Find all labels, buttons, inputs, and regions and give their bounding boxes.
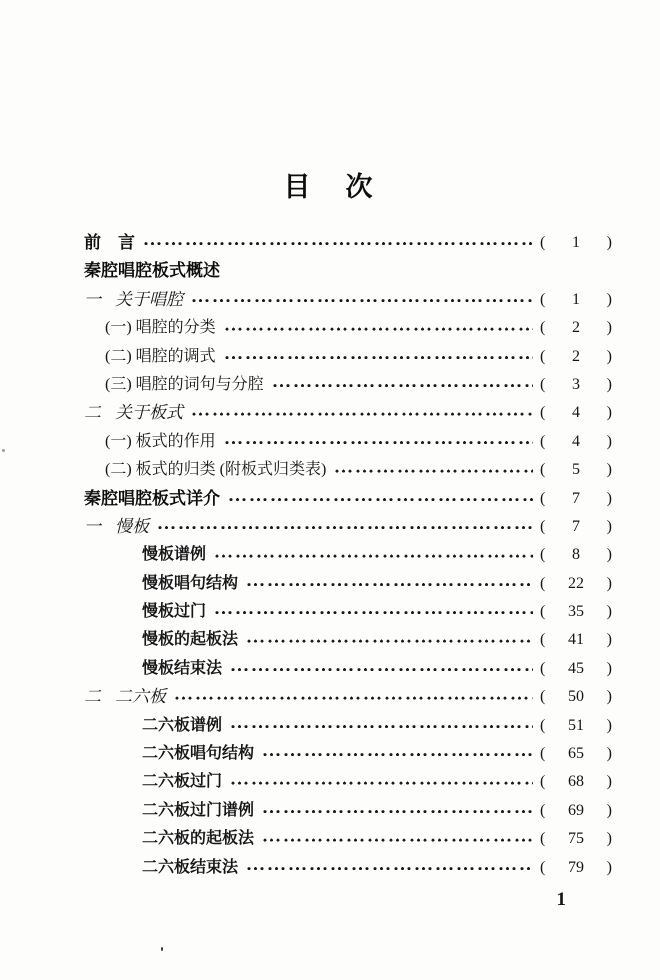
dots-leader <box>230 712 533 740</box>
paren-open: ( <box>540 773 546 791</box>
dots-leader <box>262 825 533 853</box>
paren-close: ) <box>606 375 612 393</box>
paren-open: ( <box>540 574 546 592</box>
toc-entry <box>84 399 612 427</box>
entry-page-number: ( 22 ) <box>540 570 612 598</box>
toc-entry <box>84 740 612 768</box>
entry-page-number: ( 35 ) <box>540 598 612 626</box>
paren-open: ( <box>540 603 546 621</box>
entry-label: 二六板谱例 <box>142 716 223 734</box>
dots-leader <box>143 229 533 257</box>
entry-label: 慢板唱句结构 <box>142 574 239 592</box>
entry-label: 前 言 <box>84 233 135 252</box>
entry-label: 二六板结束法 <box>142 858 239 876</box>
dots-leader <box>334 456 533 484</box>
paren-close: ) <box>606 659 612 677</box>
paren-open: ( <box>540 830 546 848</box>
paren-open: ( <box>540 517 546 535</box>
dots-leader <box>214 541 533 569</box>
toc-entry <box>84 371 612 399</box>
entry-page-number: ( 8 ) <box>540 541 612 569</box>
paren-open: ( <box>540 290 546 308</box>
entry-label: 关于唱腔 <box>115 289 183 309</box>
entry-label: 二六板 <box>115 687 166 707</box>
paren-close: ) <box>606 858 612 876</box>
paren-open: ( <box>540 375 546 393</box>
toc-entry <box>84 598 612 626</box>
paren-open: ( <box>540 461 546 479</box>
entry-page-number: ( 1 ) <box>540 229 612 257</box>
dots-leader <box>262 797 533 825</box>
section-number: 二 <box>84 687 101 707</box>
paren-close: ) <box>606 716 612 734</box>
paren-close: ) <box>606 546 612 564</box>
entry-page-number: ( 50 ) <box>540 683 612 711</box>
paren-open: ( <box>540 489 546 507</box>
entry-label: (一) 板式的作用 <box>105 432 216 450</box>
toc-entry <box>84 513 612 541</box>
toc-entry <box>84 768 612 796</box>
table-of-contents <box>0 229 660 882</box>
paren-open: ( <box>540 234 546 251</box>
entry-page-number: ( 4 ) <box>540 428 612 456</box>
dots-leader <box>228 485 533 513</box>
toc-entry-details-heading <box>84 485 612 513</box>
paren-open: ( <box>540 347 546 365</box>
folio-page-number: 1 <box>556 889 566 910</box>
entry-label: 秦腔唱腔板式详介 <box>84 488 220 508</box>
dots-leader <box>191 399 533 427</box>
dots-leader <box>191 286 533 314</box>
entry-page-number: ( 69 ) <box>540 797 612 825</box>
dots-leader <box>272 371 533 399</box>
dots-leader <box>224 314 533 342</box>
paren-open: ( <box>540 404 546 422</box>
entry-page-number: ( 41 ) <box>540 626 612 654</box>
toc-entry <box>84 541 612 569</box>
entry-page-number: ( 75 ) <box>540 825 612 853</box>
paren-close: ) <box>606 489 612 507</box>
paren-close: ) <box>606 574 612 592</box>
paren-close: ) <box>606 432 612 450</box>
dots-leader <box>224 428 533 456</box>
section-number: 二 <box>84 403 101 423</box>
toc-entry <box>84 655 612 683</box>
paren-open: ( <box>540 659 546 677</box>
entry-page-number: ( 5 ) <box>540 456 612 484</box>
paren-close: ) <box>606 773 612 791</box>
paren-open: ( <box>540 546 546 564</box>
entry-label: 二六板的起板法 <box>142 830 255 848</box>
paren-close: ) <box>606 461 612 479</box>
toc-entry <box>84 314 612 342</box>
entry-page-number: ( 68 ) <box>540 768 612 796</box>
entry-page-number: ( 65 ) <box>540 740 612 768</box>
dots-leader <box>246 570 533 598</box>
entry-page-number: ( 7 ) <box>540 485 612 513</box>
entry-page-number: ( 4 ) <box>540 399 612 427</box>
paren-close: ) <box>606 290 612 308</box>
toc-entry <box>84 854 612 882</box>
toc-entry <box>84 570 612 598</box>
paren-open: ( <box>540 688 546 706</box>
paren-close: ) <box>606 688 612 706</box>
paren-close: ) <box>606 404 612 422</box>
paren-close: ) <box>606 745 612 763</box>
entry-page-number: ( 1 ) <box>540 286 612 314</box>
paren-open: ( <box>540 858 546 876</box>
section-number: 一 <box>84 289 101 309</box>
entry-page-number: ( 2 ) <box>540 343 612 371</box>
dots-leader <box>230 768 533 796</box>
paren-close: ) <box>606 603 612 621</box>
paren-open: ( <box>540 432 546 450</box>
entry-page-number: ( 79 ) <box>540 854 612 882</box>
dots-leader <box>246 854 533 882</box>
entry-label: 慢板谱例 <box>142 546 207 564</box>
dots-leader <box>157 513 533 541</box>
dots-leader <box>230 655 533 683</box>
paren-open: ( <box>540 631 546 649</box>
toc-entry <box>84 683 612 711</box>
toc-entry <box>84 825 612 853</box>
entry-label: 慢板 <box>115 516 149 536</box>
entry-label: (三) 唱腔的词句与分腔 <box>105 375 264 393</box>
paren-close: ) <box>606 801 612 819</box>
toc-entry <box>84 626 612 654</box>
paren-close: ) <box>606 631 612 649</box>
page-title: 目 次 <box>283 172 377 202</box>
paren-close: ) <box>606 347 612 365</box>
paren-close: ) <box>606 830 612 848</box>
paren-open: ( <box>540 319 546 337</box>
dots-leader <box>262 740 533 768</box>
entry-label: 慢板的起板法 <box>142 631 239 649</box>
entry-label: 关于板式 <box>115 403 183 423</box>
toc-entry <box>84 428 612 456</box>
paren-close: ) <box>606 517 612 535</box>
dots-leader <box>174 683 533 711</box>
section-number: 一 <box>84 516 101 536</box>
entry-label: 慢板结束法 <box>142 659 223 677</box>
toc-entry <box>84 343 612 371</box>
entry-page-number: ( 2 ) <box>540 314 612 342</box>
entry-label: 慢板过门 <box>142 603 207 621</box>
toc-entry <box>84 456 612 484</box>
paren-close: ) <box>606 234 612 251</box>
entry-label: (二) 唱腔的调式 <box>105 347 216 365</box>
scan-speck <box>161 947 163 951</box>
entry-label: (一) 唱腔的分类 <box>105 319 216 337</box>
dots-leader <box>214 598 533 626</box>
entry-page-number: ( 3 ) <box>540 371 612 399</box>
entry-label: (二) 板式的归类 (附板式归类表) <box>105 461 327 479</box>
paren-close: ) <box>606 319 612 337</box>
toc-entry-foreword <box>84 229 612 257</box>
entry-page-number: ( 7 ) <box>540 513 612 541</box>
paren-open: ( <box>540 716 546 734</box>
scan-speck <box>2 449 5 452</box>
entry-page-number: ( 45 ) <box>540 655 612 683</box>
toc-entry <box>84 797 612 825</box>
dots-leader <box>246 626 533 654</box>
entry-page-number: ( 51 ) <box>540 712 612 740</box>
toc-entry <box>84 712 612 740</box>
toc-entry-overview-heading <box>84 257 612 285</box>
paren-open: ( <box>540 745 546 763</box>
toc-entry <box>84 286 612 314</box>
paren-open: ( <box>540 801 546 819</box>
entry-label: 二六板过门 <box>142 773 223 791</box>
dots-leader <box>224 343 533 371</box>
entry-label: 二六板过门谱例 <box>142 801 255 819</box>
entry-label: 二六板唱句结构 <box>142 745 255 763</box>
entry-label: 秦腔唱腔板式概述 <box>84 261 220 281</box>
